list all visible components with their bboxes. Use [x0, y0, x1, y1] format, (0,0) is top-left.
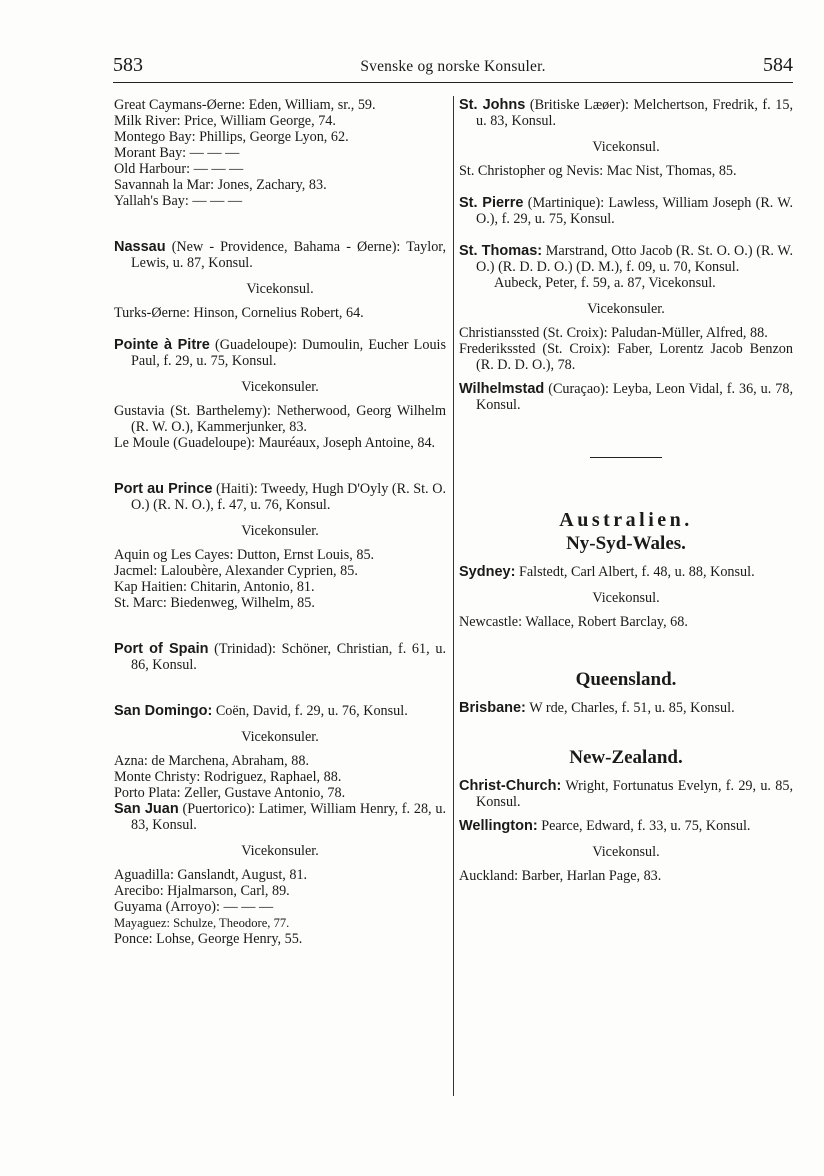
column-divider: [453, 96, 454, 1096]
section-subheading: Vicekonsul.: [592, 844, 660, 860]
city-heading: Sydney:: [459, 564, 516, 580]
entry: Aquin og Les Cayes: Dutton, Ernst Louis, 85.: [114, 547, 375, 563]
entry: Frederikssted (St. Croix): Faber, Lorentz Jacob Benzon (R. D. D. O.), 78.: [459, 341, 793, 373]
consul-entry: [114, 481, 446, 513]
consul-entry: [459, 243, 793, 275]
entry: Mayaguez: Schulze, Theodore, 77.: [114, 916, 290, 930]
section-subheading: Vicekonsuler.: [241, 843, 319, 859]
entry: Porto Plata: Zeller, Gustave Antonio, 78.: [114, 785, 346, 801]
section-subheading: Vicekonsuler.: [241, 523, 319, 539]
entry: Kap Haitien: Chitarin, Antonio, 81.: [114, 579, 315, 595]
city-heading: San Juan: [114, 801, 179, 817]
city-heading: Pointe à Pitre: [114, 337, 210, 353]
entry: Ponce: Lohse, George Henry, 55.: [114, 931, 303, 947]
city-heading: Christ-Church:: [459, 778, 562, 794]
section-subheading: Vicekonsuler.: [587, 301, 665, 317]
consul-text: Pearce, Edward, f. 33, u. 75, Konsul.: [541, 818, 751, 834]
entry: Azna: de Marchena, Abraham, 88.: [114, 753, 310, 769]
region-heading: Queensland.: [575, 669, 677, 690]
consul-entry: [459, 778, 793, 810]
section-subheading: Vicekonsul.: [592, 590, 660, 606]
entry: Great Caymans-Øerne: Eden, William, sr., 59.: [114, 97, 376, 113]
consul-text: (Curaçao): Leyba, Leon Vidal, f. 36, u. 78, Konsul.: [476, 381, 793, 413]
consul-text: (Puertorico): Latimer, William Henry, f. 28, u. 83, Konsul.: [131, 801, 447, 833]
entry: Savannah la Mar: Jones, Zachary, 83.: [114, 177, 327, 193]
entry: Auckland: Barber, Harlan Page, 83.: [459, 868, 662, 884]
entry: Old Harbour: — — —: [114, 161, 244, 177]
city-heading: St. Pierre: [459, 195, 524, 211]
consul-text: Falstedt, Carl Albert, f. 48, u. 88, Konsul.: [518, 564, 755, 580]
right-column: [459, 97, 793, 884]
consul-entry: [114, 641, 446, 673]
city-heading: St. Thomas:: [459, 243, 543, 259]
consul-text: (New - Providence, Bahama - Øerne): Taylor, Lewis, u. 87, Konsul.: [131, 239, 447, 271]
entry: Aubeck, Peter, f. 59, a. 87, Vicekonsul.: [494, 275, 716, 291]
page-number-left: 583: [113, 54, 143, 76]
consul-entry: [459, 818, 793, 834]
entry: St. Christopher og Nevis: Mac Nist, Thomas, 85.: [459, 163, 737, 179]
consul-text: W rde, Charles, f. 51, u. 85, Konsul.: [529, 700, 735, 716]
entry: Jacmel: Laloubère, Alexander Cyprien, 85.: [114, 563, 358, 579]
consul-text: (Britiske Læøer): Melchertson, Fredrik, f. 15, u. 83, Konsul.: [476, 97, 793, 129]
page-header: [113, 50, 793, 83]
consul-entry: [114, 239, 446, 271]
entry: Yallah's Bay: — — —: [114, 193, 243, 209]
city-heading: Port au Prince: [114, 481, 213, 497]
city-heading: St. Johns: [459, 97, 526, 113]
entry: Morant Bay: — — —: [114, 145, 240, 161]
city-heading: Wilhelmstad: [459, 381, 545, 397]
country-heading: Australien.: [559, 509, 693, 531]
section-subheading: Vicekonsuler.: [241, 729, 319, 745]
entry: Christianssted (St. Croix): Paludan-Müller, Alfred, 88.: [459, 325, 768, 341]
consul-entry: [114, 703, 446, 719]
section-subheading: Vicekonsul.: [592, 139, 660, 155]
left-column: [114, 97, 446, 947]
entry: Aguadilla: Ganslandt, August, 81.: [114, 867, 308, 883]
consul-text: (Trinidad): Schöner, Christian, f. 61, u. 86, Konsul.: [131, 641, 446, 673]
consul-text: (Martinique): Lawless, William Joseph (R. W. O.), f. 29, u. 75, Konsul.: [476, 195, 794, 227]
city-heading: San Domingo:: [114, 703, 213, 719]
consul-entry: [459, 381, 793, 413]
entry: Monte Christy: Rodriguez, Raphael, 88.: [114, 769, 342, 785]
entry: Gustavia (St. Barthelemy): Netherwood, Georg Wilhelm (R. W. O.), Kammerjunker, 83.: [114, 403, 446, 435]
entry: Turks-Øerne: Hinson, Cornelius Robert, 64.: [114, 305, 364, 321]
entry: Guyama (Arroyo): — — —: [114, 899, 274, 915]
consul-entry: [459, 700, 793, 716]
consul-entry: [459, 564, 793, 580]
entry: Newcastle: Wallace, Robert Barclay, 68.: [459, 614, 688, 630]
consul-text: Marstrand, Otto Jacob (R. St. O. O.) (R. W. O.) (R. D. D. O.) (D. M.), f. 09, u. 70, Konsul.: [476, 243, 794, 275]
consul-entry: [114, 337, 446, 369]
consul-text: Wright, Fortunatus Evelyn, f. 29, u. 85, Konsul.: [476, 778, 793, 810]
consul-text: (Guadeloupe): Dumoulin, Eucher Louis Paul, f. 29, u. 75, Konsul.: [131, 337, 446, 369]
consul-text: Coën, David, f. 29, u. 76, Konsul.: [215, 703, 408, 719]
consul-entry: [459, 195, 793, 227]
consul-entry: [459, 97, 793, 129]
city-heading: Nassau: [114, 239, 166, 255]
entry: Le Moule (Guadeloupe): Mauréaux, Joseph Antoine, 84.: [114, 435, 436, 451]
region-heading: New-Zealand.: [569, 747, 683, 768]
entry: St. Marc: Biedenweg, Wilhelm, 85.: [114, 595, 315, 611]
section-subheading: Vicekonsuler.: [241, 379, 319, 395]
region-heading: Ny-Syd-Wales.: [566, 533, 686, 554]
city-heading: Wellington:: [459, 818, 538, 834]
consul-text: (Haiti): Tweedy, Hugh D'Oyly (R. St. O. O.) (R. N. O.), f. 47, u. 76, Konsul.: [131, 481, 446, 513]
page-number-right: 584: [763, 54, 793, 76]
city-heading: Port of Spain: [114, 641, 209, 657]
entry: Arecibo: Hjalmarson, Carl, 89.: [114, 883, 290, 899]
entry: Montego Bay: Phillips, George Lyon, 62.: [114, 129, 349, 145]
page-title: Svenske og norske Konsuler.: [360, 58, 546, 75]
entry: Milk River: Price, William George, 74.: [114, 113, 336, 129]
consul-entry: [114, 801, 446, 833]
city-heading: Brisbane:: [459, 700, 526, 716]
section-subheading: Vicekonsul.: [246, 281, 314, 297]
